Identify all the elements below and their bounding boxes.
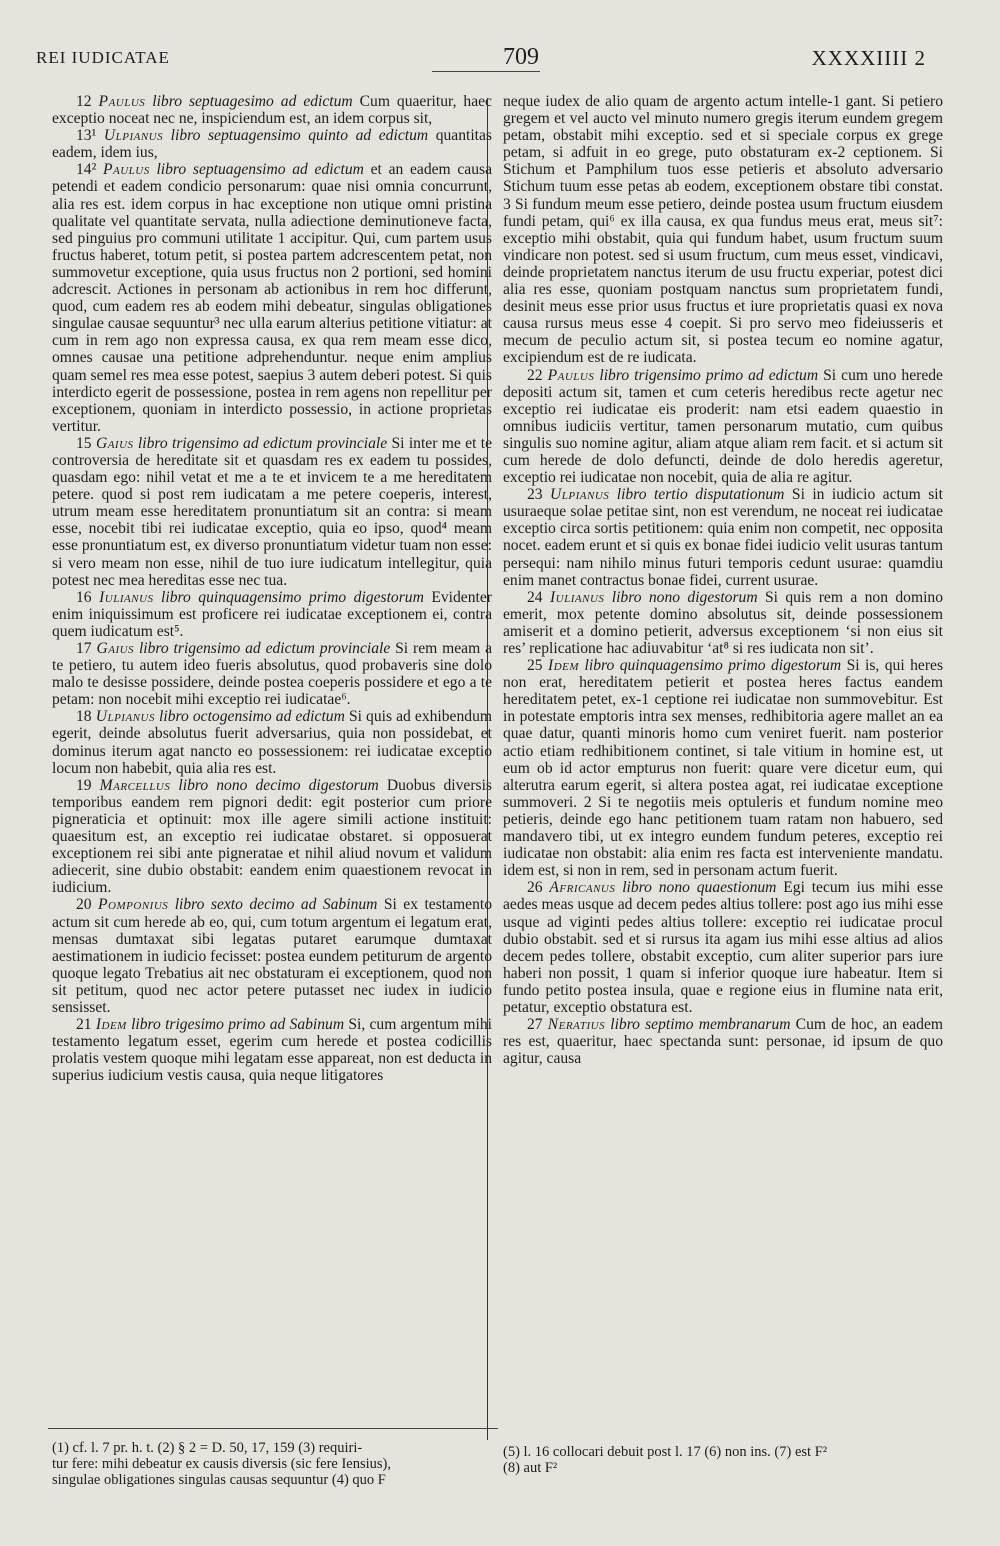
header-rule bbox=[432, 71, 540, 72]
footnote-line: (8) aut F² bbox=[503, 1460, 558, 1476]
fragment: 17 Gaius libro trigensimo ad edictum provinciale Si rem meam a te petiero, tu autem ideo fueris absolutus, quod probaveris sine dolo malo te desisse possidere, deinde postea coeperis possidere et ego a te petam: non nocebit mihi exceptio rei iudicatae⁶. bbox=[52, 640, 492, 709]
fragment: 13¹ Ulpianus libro septuagensimo quinto ad edictum quantitas eadem, idem ius, bbox=[52, 127, 493, 162]
running-title: REI IUDICATAE bbox=[36, 48, 170, 67]
fragment: 21 Idem libro trigesimo primo ad Sabinum Si, cum argentum mihi testamento legatum esset, egerim cum herede et postea codicillis prolatis vestem quoque mihi legatam esse appareat, non est deducta in superius iudicium vestis causa, quia neque litigatores bbox=[52, 1016, 492, 1085]
fragment: 23 Ulpianus libro tertio disputationum Si in iudicio actum sit usuraeque solae petitae sint, non est verendum, ne noceat rei iudicatae exceptio circa sortis petitionem: quia enim non competit, nec opposita nocet. eadem erunt et si quis ex bonae fidei iudicio velit usuras tantum persequi: nam nihilo minus futuri temporis cedunt usurae: quamdiu enim manet contractus bonae fidei, current usurae. bbox=[503, 486, 943, 589]
footnote-line: singulae obligationes singulas causas sequuntur (4) quo F bbox=[52, 1472, 386, 1488]
right-column bbox=[503, 93, 943, 1067]
fragment: 22 Paulus libro trigensimo primo ad edictum Si cum uno herede depositi actum sit, tamen et cum ceteris heredibus recte agetur nec exceptio rei iudicatae eis proderit: nam etsi eadem quaestio in omnibus iudiciis vertitur, tamen personarum mutatio, cum quibus singulis suo nomine agitur, aliam atque aliam rem facit. et si actum sit cum herede de dolo defuncti, deinde de dolo heredis ageretur, exceptio rei iudicatae non nocebit, quia de alia re agitur. bbox=[503, 366, 943, 487]
column-divider bbox=[487, 98, 488, 1440]
fragment: 26 Africanus libro nono quaestionum Egi tecum ius mihi esse aedes meas usque ad decem pedes altius tollere: post ago ius mihi esse usque ad viginti pedes altius tollere: exceptio rei iudicatae procul dubio obstabit. sed et si rursus ita agam ius mihi esse altius ad alios decem pedes tollere, obstabit exceptio, cum aliter superior pars iure haberi non possit, 1 quam si inferior quoque iure habeatur. Item si fundo petito postea insula, quae e regione eius in flumine nata erit, petatur, exceptio obstatura est. bbox=[503, 879, 943, 1016]
left-column bbox=[52, 93, 492, 1084]
fragment-continuation: neque iudex de alio quam de argento actum intelle-1 gant. Si petiero gregem et vel aucto vel minuto numero gregis iterum eundem gregem petam, obstabit mihi exceptio. sed et si speciale corpus ex grege petam, si adfuit in eo grege, puto obstaturam ex-2 ceptionem. Si Stichum et Pamphilum tuos esse petieris et absoluto adversario Stichum tuum esse petas ab eodem, exceptionem obstare tibi constat. 3 Si fundum meum esse petiero, deinde postea usum fructum eiusdem fundi petam, qui⁶ ex illa causa, ex qua fundus meus erat, meus sit⁷: exceptio mihi obstabit, quia qui fundum habet, usum fructum suum vindicare non potest. sed si usum fructum, cum meus esset, vindicavi, deinde proprietatem nanctus iterum de usu fructu experiar, potest dici alia res esse, quoniam postquam nanctus sum proprietatem fundi, desinit meus esse prior usus fructus et iure proprietatis quasi ex nova causa rursus meus esse 4 coepit. Si pro servo meo fideiusseris et mecum de peculio actum sit, si postea tecum eo nomine agatur, excipiendum est de re iudicata. bbox=[503, 93, 943, 367]
fragment: 12 Paulus libro septuagesimo ad edictum Cum quaeritur, haec exceptio noceat nec ne, inspiciendum est, an idem corpus sit, bbox=[52, 93, 492, 128]
footnote-rule bbox=[48, 1428, 498, 1429]
fragment: 14² Paulus libro septuagensimo ad edictum et an eadem causa petendi et eadem condicio personarum: quae nisi omnia concurrunt, alia res est. idem corpus in hac exceptione non utique omni pristina qualitate vel quantitate servata, nulla adiectione deminutioneve facta, sed pinguius pro communi utilitate 1 accipitur. Qui, cum partem usus fructus haberet, totum petit, si postea partem adcrescentem petat, non summovetur exceptione, quia usus fructus non 2 portioni, sed homini adcrescit. Actiones in personam ab actionibus in rem hoc differunt, quod, cum eadem res ab eodem mihi debeatur, singulas obligationes singulae causae sequuntur³ nec ulla earum alterius petitione vitiatur: at cum in rem ago non expressa causa, ex qua rem meam esse dico, omnes causae una petitione adprehenduntur. neque enim amplius quam semel res mea esse potest, saepius 3 autem deberi potest. Si quis interdicto egerit de possessione, postea in rem agens non repellitur per exceptionem, quoniam in interdicto possessio, in actione proprietas vertitur. bbox=[52, 161, 492, 435]
footnote-line: (5) l. 16 collocari debuit post l. 17 (6) non ins. (7) est F² bbox=[503, 1444, 828, 1460]
fragment: 24 Iulianus libro nono digestorum Si quis rem a non domino emerit, mox petente domino absolutus sit, deinde possessionem amiserit et a domino petierit, adversus exceptionem ‘si non eius sit res’ replicatione hac adiuvabitur ‘at⁸ si res iudicata non sit’. bbox=[503, 588, 944, 657]
fragment: 18 Ulpianus libro octogensimo ad edictum Si quis ad exhibendum egerit, deinde absolutus fuerit adversarius, quia non possidebat, et dominus iterum agat nancto eo possessionem: rei iudicatae exceptio locum non habebit, quia alia res est. bbox=[52, 708, 492, 777]
fragment: 20 Pomponius libro sexto decimo ad Sabinum Si ex testamento actum sit cum herede ab eo, qui, cum totum argentum ei legatum erat, mensas dumtaxat sibi legatas putaret earumque dumtaxat aestimationem in iudicio fecisset: postea eundem petiturum de argento quoque legato Trebatius ait nec obstaturam ei exceptionem, quod non sit petitum, quod nec actor petere putasset nec iudex in iudicio sensisset. bbox=[52, 896, 492, 1016]
footnotes-left bbox=[52, 1440, 484, 1488]
page-header bbox=[36, 44, 926, 84]
fragment: 25 Idem libro quinquagensimo primo digestorum Si is, qui heres non erat, hereditatem petierit et postea heres factus eandem hereditatem petet, ex-1 ceptione rei iudicatae non summovebitur. Est in potestate emptoris intra sex menses, redhibitoria agere mallet an ea quae datur, quanti minoris homo cum veniret fuerit. nam posterior actio etiam redhibitionem continet, si tale vitium in homine est, ut eum ob id actor empturus non fuerit: quare vere dicetur eum, qui alterutra earum egerit, si altera postea agat, rei iudicatae exceptione summoveri. 2 Si te negotiis meis optuleris et fundum nomine meo petieris, deinde ego hanc petitionem tuam ratam non habuero, sed mandavero tibi, ut ex integro eundem fundum peteres, exceptio rei iudicatae non obstabit: alia enim res facta est interveniente mandatu. idem est, si non in rem, sed in personam actum fuerit. bbox=[503, 657, 944, 880]
footnote-line: (1) cf. l. 7 pr. h. t. (2) § 2 = D. 50, 17, 159 (3) requiri- bbox=[52, 1440, 363, 1456]
footnote-line: tur fere: mihi debeatur ex causis diversis (sic fere Iensius), bbox=[52, 1456, 392, 1472]
fragment: 27 Neratius libro septimo membranarum Cum de hoc, an eadem res est, quaeritur, haec spectanda sunt: personae, id ipsum de quo agitur, causa bbox=[503, 1016, 943, 1068]
fragment: 16 Iulianus libro quinquagensimo primo digestorum Evidenter enim iniquissimum est proficere rei iudicatae exceptionem ei, contra quem iudicatum est⁵. bbox=[52, 588, 492, 640]
page-number: 709 bbox=[503, 44, 539, 70]
footnotes-right bbox=[503, 1444, 943, 1476]
section-marker: XXXXIIII 2 bbox=[811, 46, 926, 70]
fragment: 19 Marcellus libro nono decimo digestorum Duobus diversis temporibus eandem rem pignori dedit: egit posterior cum priore pigneraticia et optinuit: mox ille agere simili actione instituit: quaesitum est, an exceptio rei iudicatae obstaret. si opposuerat exceptionem rei sibi ante pigneratae et nihil aliud novum et validum adiecerit, sine dubio obstabit: eandem enim quaestionem revocat in iudicium. bbox=[52, 776, 492, 897]
fragment: 15 Gaius libro trigensimo ad edictum provinciale Si inter me et te controversia de hereditate sit et quasdam res ex eadem tu possides, quasdam ego: nihil vetat et me a te et invicem te a me hereditatem petere. quod si post rem iudicatam a me petere coeperis, interest, utrum meam esse hereditatem pronuntiatum sit an contra: si meam esse, nocebit tibi rei iudicatae exceptio, quia eo ipso, quod⁴ meam esse pronuntiatum est, ex diverso pronuntiatum videtur tuam non esse: si vero meam non esse, nihil de tuo iure iudicatum intellegitur, quia potest nec mea hereditas esse nec tua. bbox=[52, 434, 493, 589]
